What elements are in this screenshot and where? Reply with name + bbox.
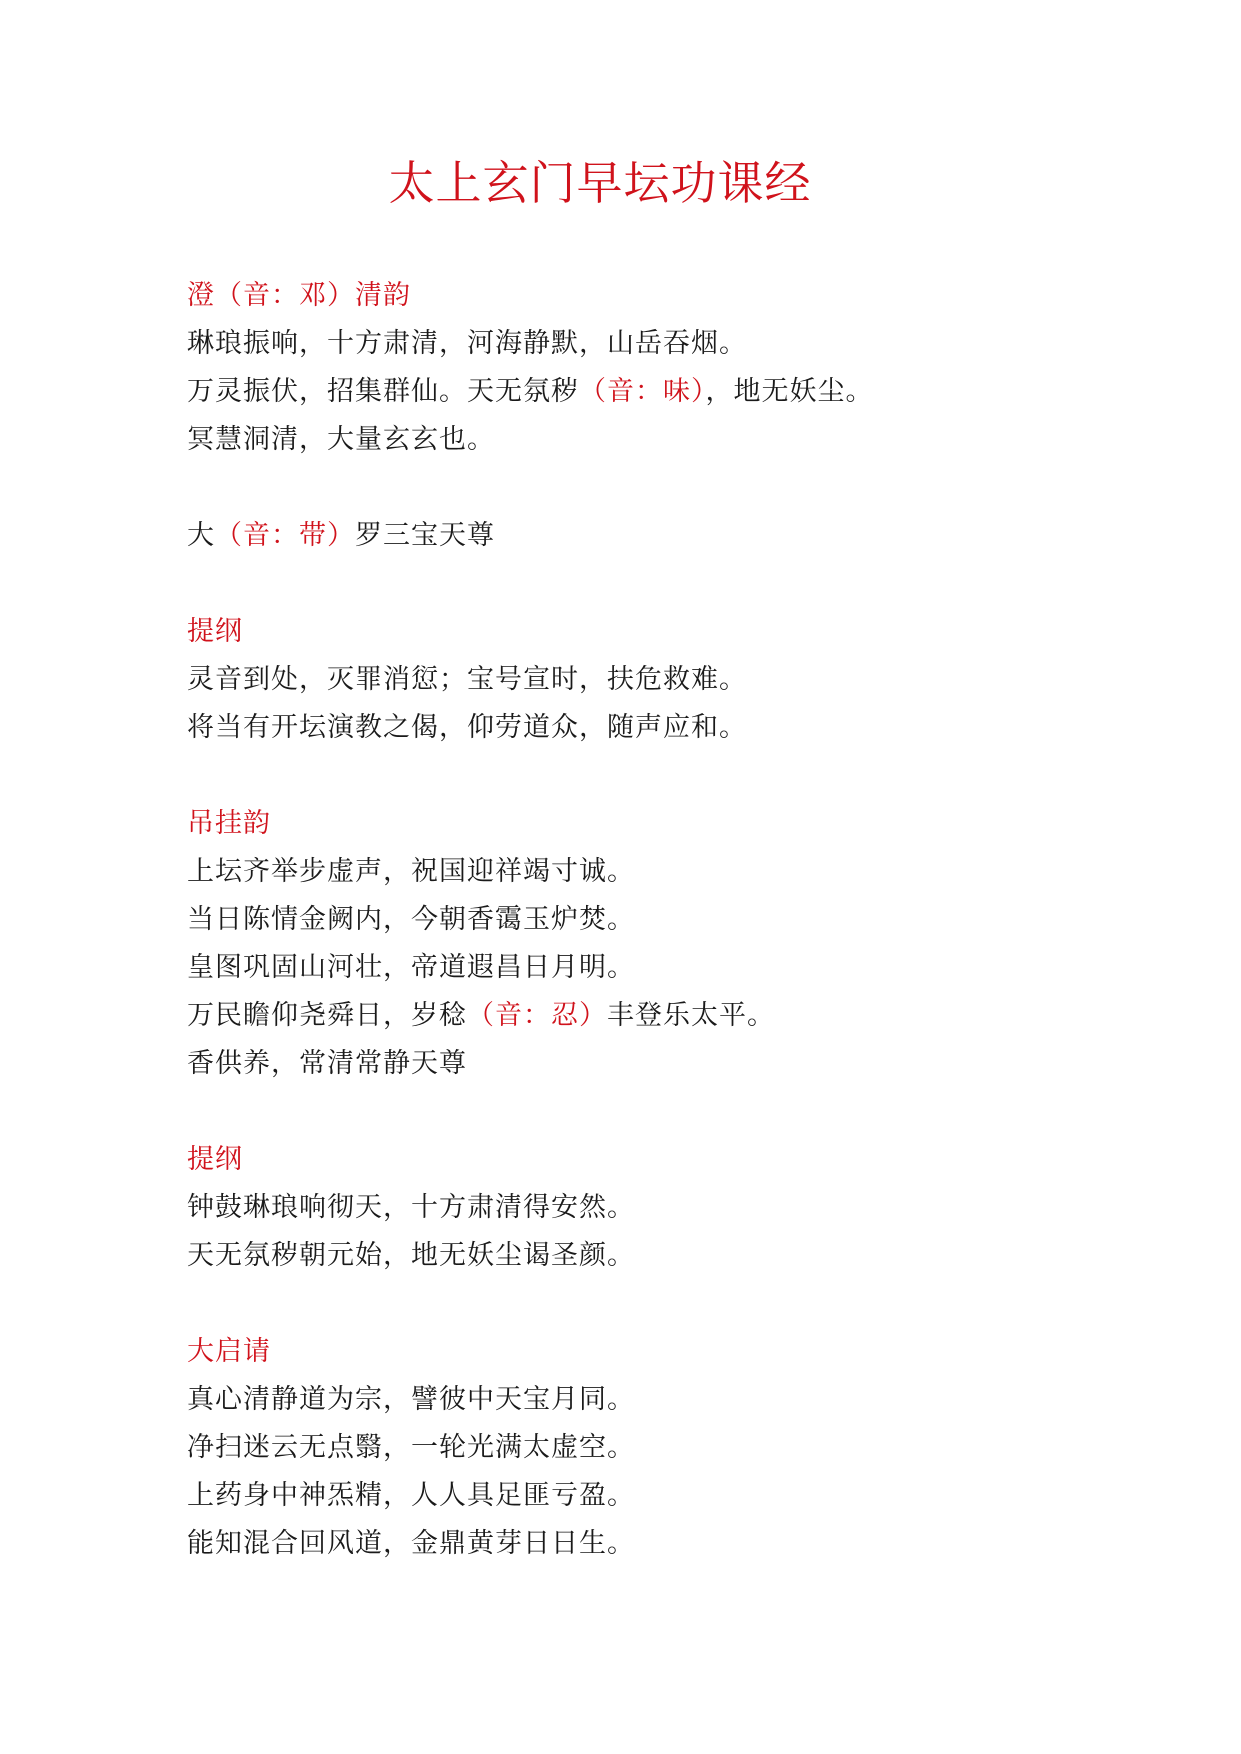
verse-line <box>187 848 1187 896</box>
verse-text: 净扫迷云无点翳，一轮光满太虚空。 <box>187 1432 635 1463</box>
document-title: 太上玄门早坛功课经 <box>388 156 812 210</box>
verse-line <box>187 320 1187 368</box>
verse-line <box>187 512 1187 560</box>
verse-text: ，地无妖尘。 <box>705 376 874 407</box>
verse-line <box>187 656 1187 704</box>
section-gap <box>187 464 1187 512</box>
verse-line <box>187 416 1187 464</box>
scripture-section <box>187 800 1187 1088</box>
section-heading <box>187 800 1187 848</box>
scripture-body <box>187 272 1187 1568</box>
verse-text: 上药身中神炁精，人人具足匪亏盈。 <box>187 1480 635 1511</box>
verse-text: 将当有开坛演教之偈，仰劳道众，随声应和。 <box>187 712 747 743</box>
verse-text: 香供养，常清常静天尊 <box>187 1048 467 1079</box>
verse-text: 上坛齐举步虚声，祝国迎祥竭寸诚。 <box>187 856 635 887</box>
verse-line <box>187 944 1187 992</box>
section-gap <box>187 752 1187 800</box>
verse-text: 天无氛秽朝元始，地无妖尘谒圣颜。 <box>187 1240 635 1271</box>
pronunciation-note: 吊挂韵 <box>187 808 271 839</box>
verse-text: 灵音到处，灭罪消愆；宝号宣时，扶危救难。 <box>187 664 747 695</box>
verse-line <box>187 1424 1187 1472</box>
verse-text: 能知混合回风道，金鼎黄芽日日生。 <box>187 1528 635 1559</box>
verse-text: 皇图巩固山河壮，帝道遐昌日月明。 <box>187 952 635 983</box>
scripture-section <box>187 1136 1187 1280</box>
verse-text: 真心清静道为宗，譬彼中天宝月同。 <box>187 1384 635 1415</box>
verse-text: 当日陈情金阙内，今朝香霭玉炉焚。 <box>187 904 635 935</box>
verse-line <box>187 1232 1187 1280</box>
pronunciation-note: （音：忍） <box>467 1000 607 1031</box>
pronunciation-note: 提纲 <box>187 616 243 647</box>
section-heading <box>187 1136 1187 1184</box>
verse-line <box>187 1376 1187 1424</box>
verse-text: 罗三宝天尊 <box>355 520 495 551</box>
section-gap <box>187 560 1187 608</box>
verse-text: 万民瞻仰尧舜日，岁稔 <box>187 1000 467 1031</box>
verse-text: 钟鼓琳琅响彻天，十方肃清得安然。 <box>187 1192 635 1223</box>
verse-line <box>187 1520 1187 1568</box>
verse-line <box>187 1184 1187 1232</box>
scripture-section <box>187 512 1187 560</box>
verse-line <box>187 704 1187 752</box>
scripture-section <box>187 272 1187 464</box>
section-gap <box>187 1088 1187 1136</box>
verse-line <box>187 992 1187 1040</box>
section-heading <box>187 1328 1187 1376</box>
pronunciation-note: 大启请 <box>187 1336 271 1367</box>
verse-line <box>187 1472 1187 1520</box>
section-heading <box>187 272 1187 320</box>
verse-text: 大 <box>187 520 215 551</box>
verse-text: 丰登乐太平。 <box>607 1000 775 1031</box>
verse-text: 冥慧洞清，大量玄玄也。 <box>187 424 495 455</box>
verse-text: 万灵振伏，招集群仙。天无氛秽 <box>187 376 579 407</box>
verse-line <box>187 896 1187 944</box>
section-gap <box>187 1280 1187 1328</box>
verse-line <box>187 1040 1187 1088</box>
verse-text: 琳琅振响，十方肃清，河海静默，山岳吞烟。 <box>187 328 747 359</box>
verse-line <box>187 368 1187 416</box>
pronunciation-note: 提纲 <box>187 1144 243 1175</box>
scripture-section <box>187 1328 1187 1568</box>
scripture-section <box>187 608 1187 752</box>
pronunciation-note: （音：味） <box>579 376 706 407</box>
section-heading <box>187 608 1187 656</box>
pronunciation-note: （音：带） <box>215 520 355 551</box>
pronunciation-note: 澄（音：邓）清韵 <box>187 280 411 311</box>
